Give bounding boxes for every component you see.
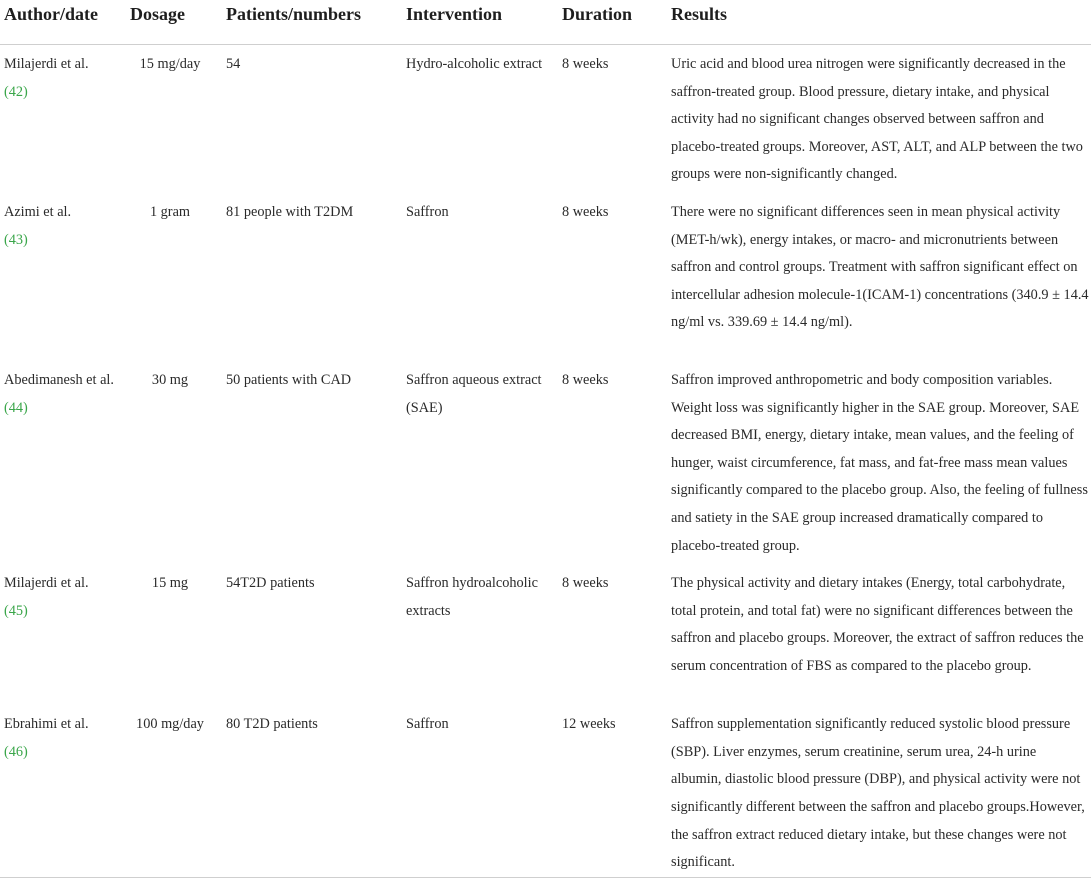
author-name: Milajerdi et al. (4, 575, 89, 592)
duration-cell: 12 weeks (562, 716, 616, 733)
table-row (0, 564, 1091, 705)
author-name: Azimi et al. (4, 203, 72, 220)
author-cell (0, 705, 126, 881)
header-author: Author/date (0, 0, 126, 45)
author-name: Ebrahimi et al. (4, 716, 89, 733)
patients-cell: 81 people with T2DM (226, 203, 354, 220)
patients-cell: 80 T2D patients (226, 716, 318, 733)
duration-cell: 8 weeks (562, 575, 609, 592)
intervention-cell: Saffron (406, 203, 449, 220)
dosage-cell: 1 gram (149, 203, 191, 220)
intervention-cell: Hydro-alcoholic extract (406, 56, 543, 72)
reference-link[interactable]: (44) (4, 399, 28, 416)
header-duration: Duration (558, 0, 667, 45)
author-cell (0, 564, 126, 705)
intervention-cell: Saffron hydroalcoholic extracts (406, 575, 538, 619)
table-row (0, 45, 1091, 193)
author-name: Milajerdi et al. (4, 56, 89, 72)
results-cell: Saffron supplementation significantly reduced systolic blood pressure (SBP). Liver enzymes, serum creatinine, serum urea, 24-h urine albumin, diastolic blood pressure (DBP), and physical activity were not significantly different between the saffron and placebo groups.However, the saffron extract reduced dietary intake, but these changes were not significant. (671, 716, 1085, 871)
table-bottom-rule (0, 877, 1091, 878)
dosage-cell: 15 mg/day (139, 56, 201, 72)
dosage-cell: 30 mg (151, 371, 189, 388)
reference-link[interactable]: (46) (4, 743, 28, 760)
reference-link[interactable]: (43) (4, 231, 28, 248)
results-cell: There were no significant differences seen in mean physical activity (MET-h/wk), energy intakes, or macro- and micronutrients between saffron and control groups. Treatment with saffron significant effect on intercellular adhesion molecule-1(ICAM-1) concentrations (340.9 ± 14.4 ng/ml vs. 339.69 ± 14.4 ng/ml). (671, 203, 1089, 331)
table-row (0, 705, 1091, 881)
dosage-cell: 15 mg (151, 575, 189, 592)
author-cell (0, 361, 126, 564)
header-results: Results (667, 0, 1091, 45)
author-name: Abedimanesh et al. (4, 371, 114, 388)
patients-cell: 54T2D patients (226, 575, 315, 592)
duration-cell: 8 weeks (562, 371, 609, 388)
patients-cell: 50 patients with CAD (226, 371, 352, 388)
header-dosage: Dosage (126, 0, 222, 45)
header-intervention: Intervention (402, 0, 558, 45)
dosage-cell: 100 mg/day (136, 716, 204, 733)
table-row (0, 193, 1091, 361)
results-cell: The physical activity and dietary intakes (Energy, total carbohydrate, total protein, and total fat) were no significant differences between the saffron and placebo groups. Moreover, the extract of saffron reduces the serum concentration of FBS as compared to the placebo group. (671, 575, 1084, 674)
intervention-cell: Saffron aqueous extract (SAE) (406, 371, 542, 416)
reference-link[interactable]: (45) (4, 602, 28, 619)
duration-cell: 8 weeks (562, 56, 609, 72)
results-cell: Saffron improved anthropometric and body composition variables. Weight loss was significantly higher in the SAE group. Moreover, SAE decreased BMI, energy, dietary intake, mean values, and the feeling of hunger, waist circumference, fat mass, and fat-free mass mean values significantly compared to the placebo group. Also, the feeling of fullness and satiety in the SAE group increased dramatically compared to placebo-treated group. (671, 371, 1088, 554)
table-row (0, 361, 1091, 564)
author-cell (0, 193, 126, 361)
results-cell: Uric acid and blood urea nitrogen were significantly decreased in the saffron-treated group. Blood pressure, dietary intake, and physical activity had no significant changes observed between saffron and placebo-treated groups. Moreover, AST, ALT, and ALP between the two groups were non-significantly changed. (671, 56, 1083, 183)
header-patients: Patients/numbers (222, 0, 402, 45)
intervention-cell: Saffron (406, 716, 449, 733)
author-cell (0, 45, 126, 193)
patients-cell: 54 (226, 56, 241, 72)
header-row (0, 0, 1091, 45)
reference-link[interactable]: (42) (4, 83, 28, 100)
duration-cell: 8 weeks (562, 203, 609, 220)
